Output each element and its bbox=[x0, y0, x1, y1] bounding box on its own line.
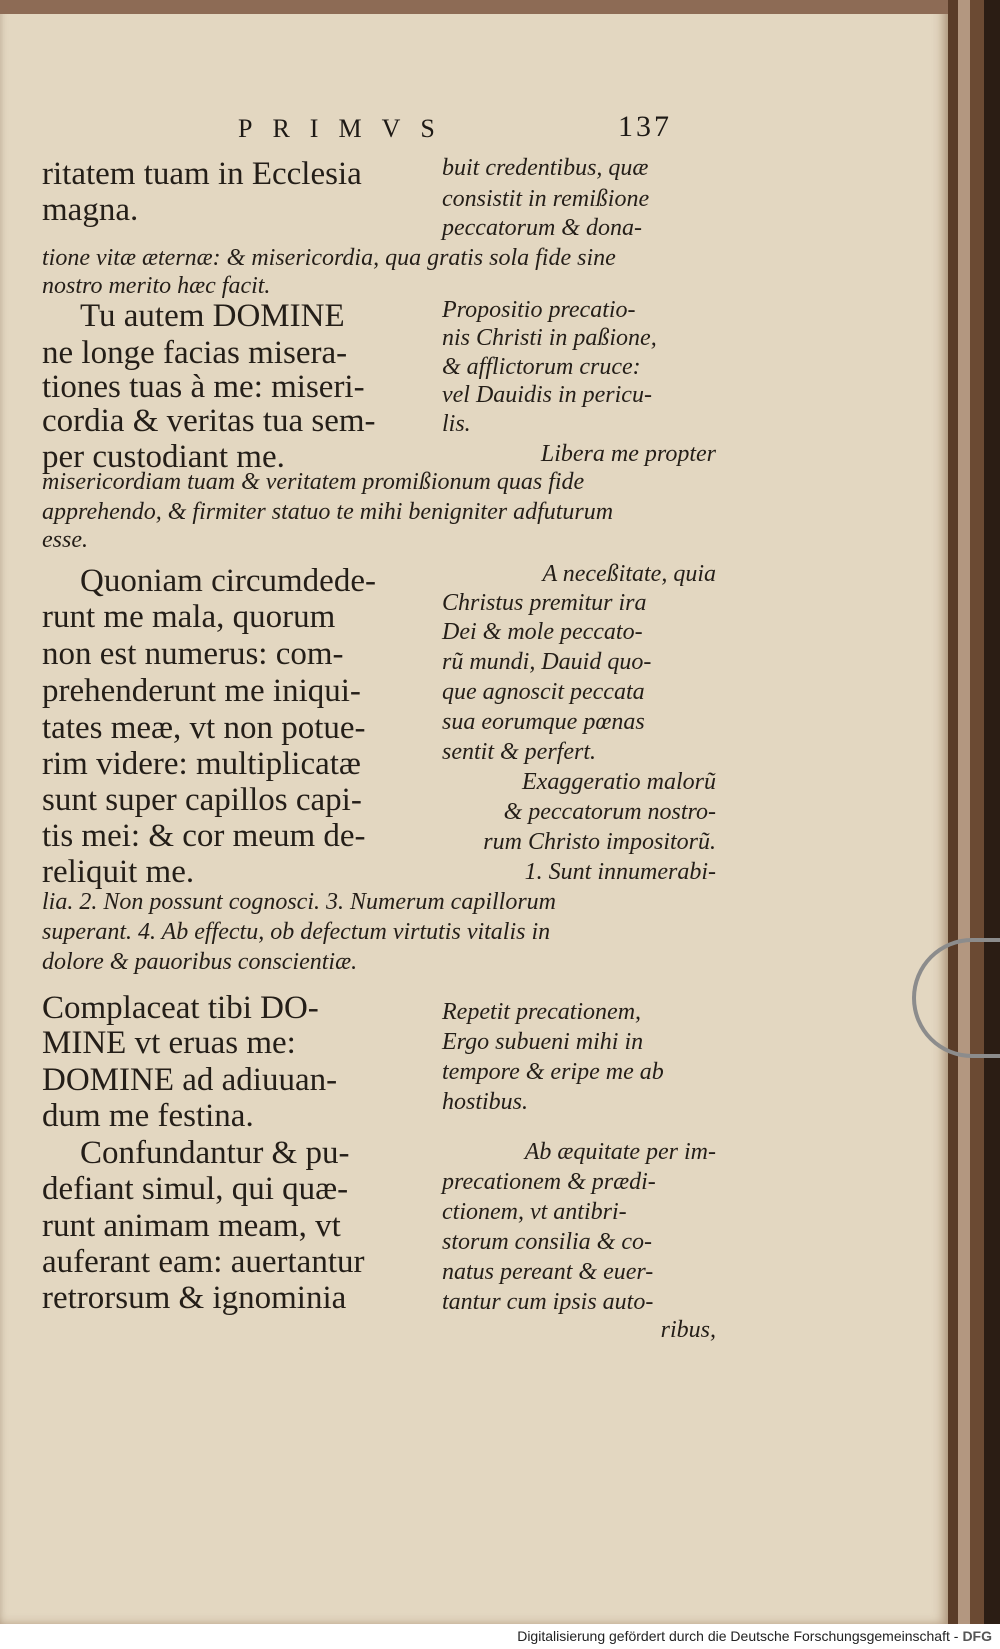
running-head: PRIMVS bbox=[238, 114, 455, 143]
text-line: auferant eam: auertantur bbox=[42, 1244, 365, 1280]
text-line: Repetit precationem, bbox=[442, 999, 642, 1025]
text-line: Quoniam circumdede- bbox=[80, 563, 376, 599]
book-edge bbox=[984, 0, 1000, 1624]
text-line: tiones tuas à me: miseri- bbox=[42, 369, 365, 405]
text-line: ritatem tuam in Ecclesia bbox=[42, 156, 362, 192]
text-line: non est numerus: com- bbox=[42, 636, 344, 672]
text-line: natus pereant & euer- bbox=[442, 1259, 654, 1285]
text-line: rũ mundi, Dauid quo- bbox=[442, 649, 652, 675]
text-line: Complaceat tibi DO- bbox=[42, 990, 319, 1026]
text-line: rum Christo impositorũ. bbox=[483, 829, 716, 855]
text-line: rim videre: multiplicatæ bbox=[42, 746, 361, 782]
text-line: dolore & pauoribus conscientiæ. bbox=[42, 949, 358, 975]
text-line: apprehendo, & firmiter statuo te mihi benigniter adfuturum bbox=[42, 499, 614, 525]
text-line: tates meæ, vt non potue- bbox=[42, 710, 366, 746]
text-line: ne longe facias misera- bbox=[42, 335, 348, 371]
page-top-shadow bbox=[0, 0, 948, 14]
page-number: 137 bbox=[618, 110, 672, 143]
text-line: Confundantur & pu- bbox=[80, 1135, 350, 1171]
text-line: tempore & eripe me ab bbox=[442, 1059, 664, 1085]
text-line: Tu autem DOMINE bbox=[80, 298, 345, 334]
text-line: esse. bbox=[42, 527, 88, 553]
text-line: Christus premitur ira bbox=[442, 590, 647, 616]
text-line: Ab æquitate per im- bbox=[524, 1139, 716, 1165]
text-line: runt animam meam, vt bbox=[42, 1208, 341, 1244]
text-line: A neceßitate, quia bbox=[542, 561, 716, 587]
text-line: peccatorum & dona- bbox=[442, 215, 642, 241]
text-line: ribus, bbox=[660, 1317, 716, 1343]
text-line: que agnoscit peccata bbox=[442, 679, 645, 705]
text-line: & peccatorum nostro- bbox=[503, 799, 716, 825]
text-line: prehenderunt me iniqui- bbox=[42, 673, 361, 709]
text-line: tantur cum ipsis auto- bbox=[442, 1289, 654, 1315]
text-line: MINE vt eruas me: bbox=[42, 1025, 296, 1061]
text-line: per custodiant me. bbox=[42, 439, 285, 475]
text-line: sunt super capillos capi- bbox=[42, 782, 362, 818]
text-line: tione vitæ æternæ: & misericordia, qua gratis sola fide sine bbox=[42, 245, 616, 271]
text-line: nostro merito hæc facit. bbox=[42, 273, 271, 299]
text-line: retrorsum & ignominia bbox=[42, 1280, 347, 1316]
text-line: sentit & perfert. bbox=[442, 739, 596, 765]
footer-text: Digitalisierung gefördert durch die Deutsche Forschungsgemeinschaft - bbox=[517, 1628, 959, 1644]
text-line: defiant simul, qui quæ- bbox=[42, 1171, 349, 1207]
book-edge bbox=[970, 0, 984, 1624]
text-line: Exaggeratio malorũ bbox=[522, 769, 716, 795]
text-line: Propositio precatio- bbox=[442, 297, 636, 323]
text-line: dum me festina. bbox=[42, 1098, 254, 1134]
book-edge bbox=[958, 0, 970, 1624]
text-line: nis Christi in paßione, bbox=[442, 325, 657, 351]
text-line: vel Dauidis in pericu- bbox=[442, 382, 652, 408]
text-line: Ergo subueni mihi in bbox=[442, 1029, 644, 1055]
text-line: Dei & mole peccato- bbox=[442, 619, 643, 645]
text-line: runt me mala, quorum bbox=[42, 599, 336, 635]
text-line: reliquit me. bbox=[42, 854, 195, 890]
text-line: sua eorumque pœnas bbox=[442, 709, 645, 735]
text-line: precationem & prædi- bbox=[442, 1169, 656, 1195]
text-line: 1. Sunt innumerabi- bbox=[524, 859, 716, 885]
text-line: cordia & veritas tua sem- bbox=[42, 403, 376, 439]
text-line: superant. 4. Ab effectu, ob defectum virtutis vitalis in bbox=[42, 919, 551, 945]
text-line: ctionem, vt antibri- bbox=[442, 1199, 627, 1225]
text-line: lia. 2. Non possunt cognosci. 3. Numerum capillorum bbox=[42, 889, 556, 915]
text-line: misericordiam tuam & veritatem promißionum quas fide bbox=[42, 469, 585, 495]
text-line: storum consilia & co- bbox=[442, 1229, 652, 1255]
text-line: tis mei: & cor meum de- bbox=[42, 818, 366, 854]
text-line: lis. bbox=[442, 411, 471, 437]
dfg-logo: DFG bbox=[962, 1628, 992, 1644]
text-line: consistit in remißione bbox=[442, 186, 650, 212]
text-line: hostibus. bbox=[442, 1089, 529, 1115]
book-edge bbox=[948, 0, 958, 1624]
text-line: Libera me propter bbox=[540, 441, 716, 467]
text-line: DOMINE ad adiuuan- bbox=[42, 1062, 338, 1098]
text-line: buit credentibus, quæ bbox=[442, 155, 649, 181]
text-line: magna. bbox=[42, 192, 139, 228]
text-line: & afflictorum cruce: bbox=[442, 354, 641, 380]
footer-credit bbox=[0, 1624, 1000, 1649]
